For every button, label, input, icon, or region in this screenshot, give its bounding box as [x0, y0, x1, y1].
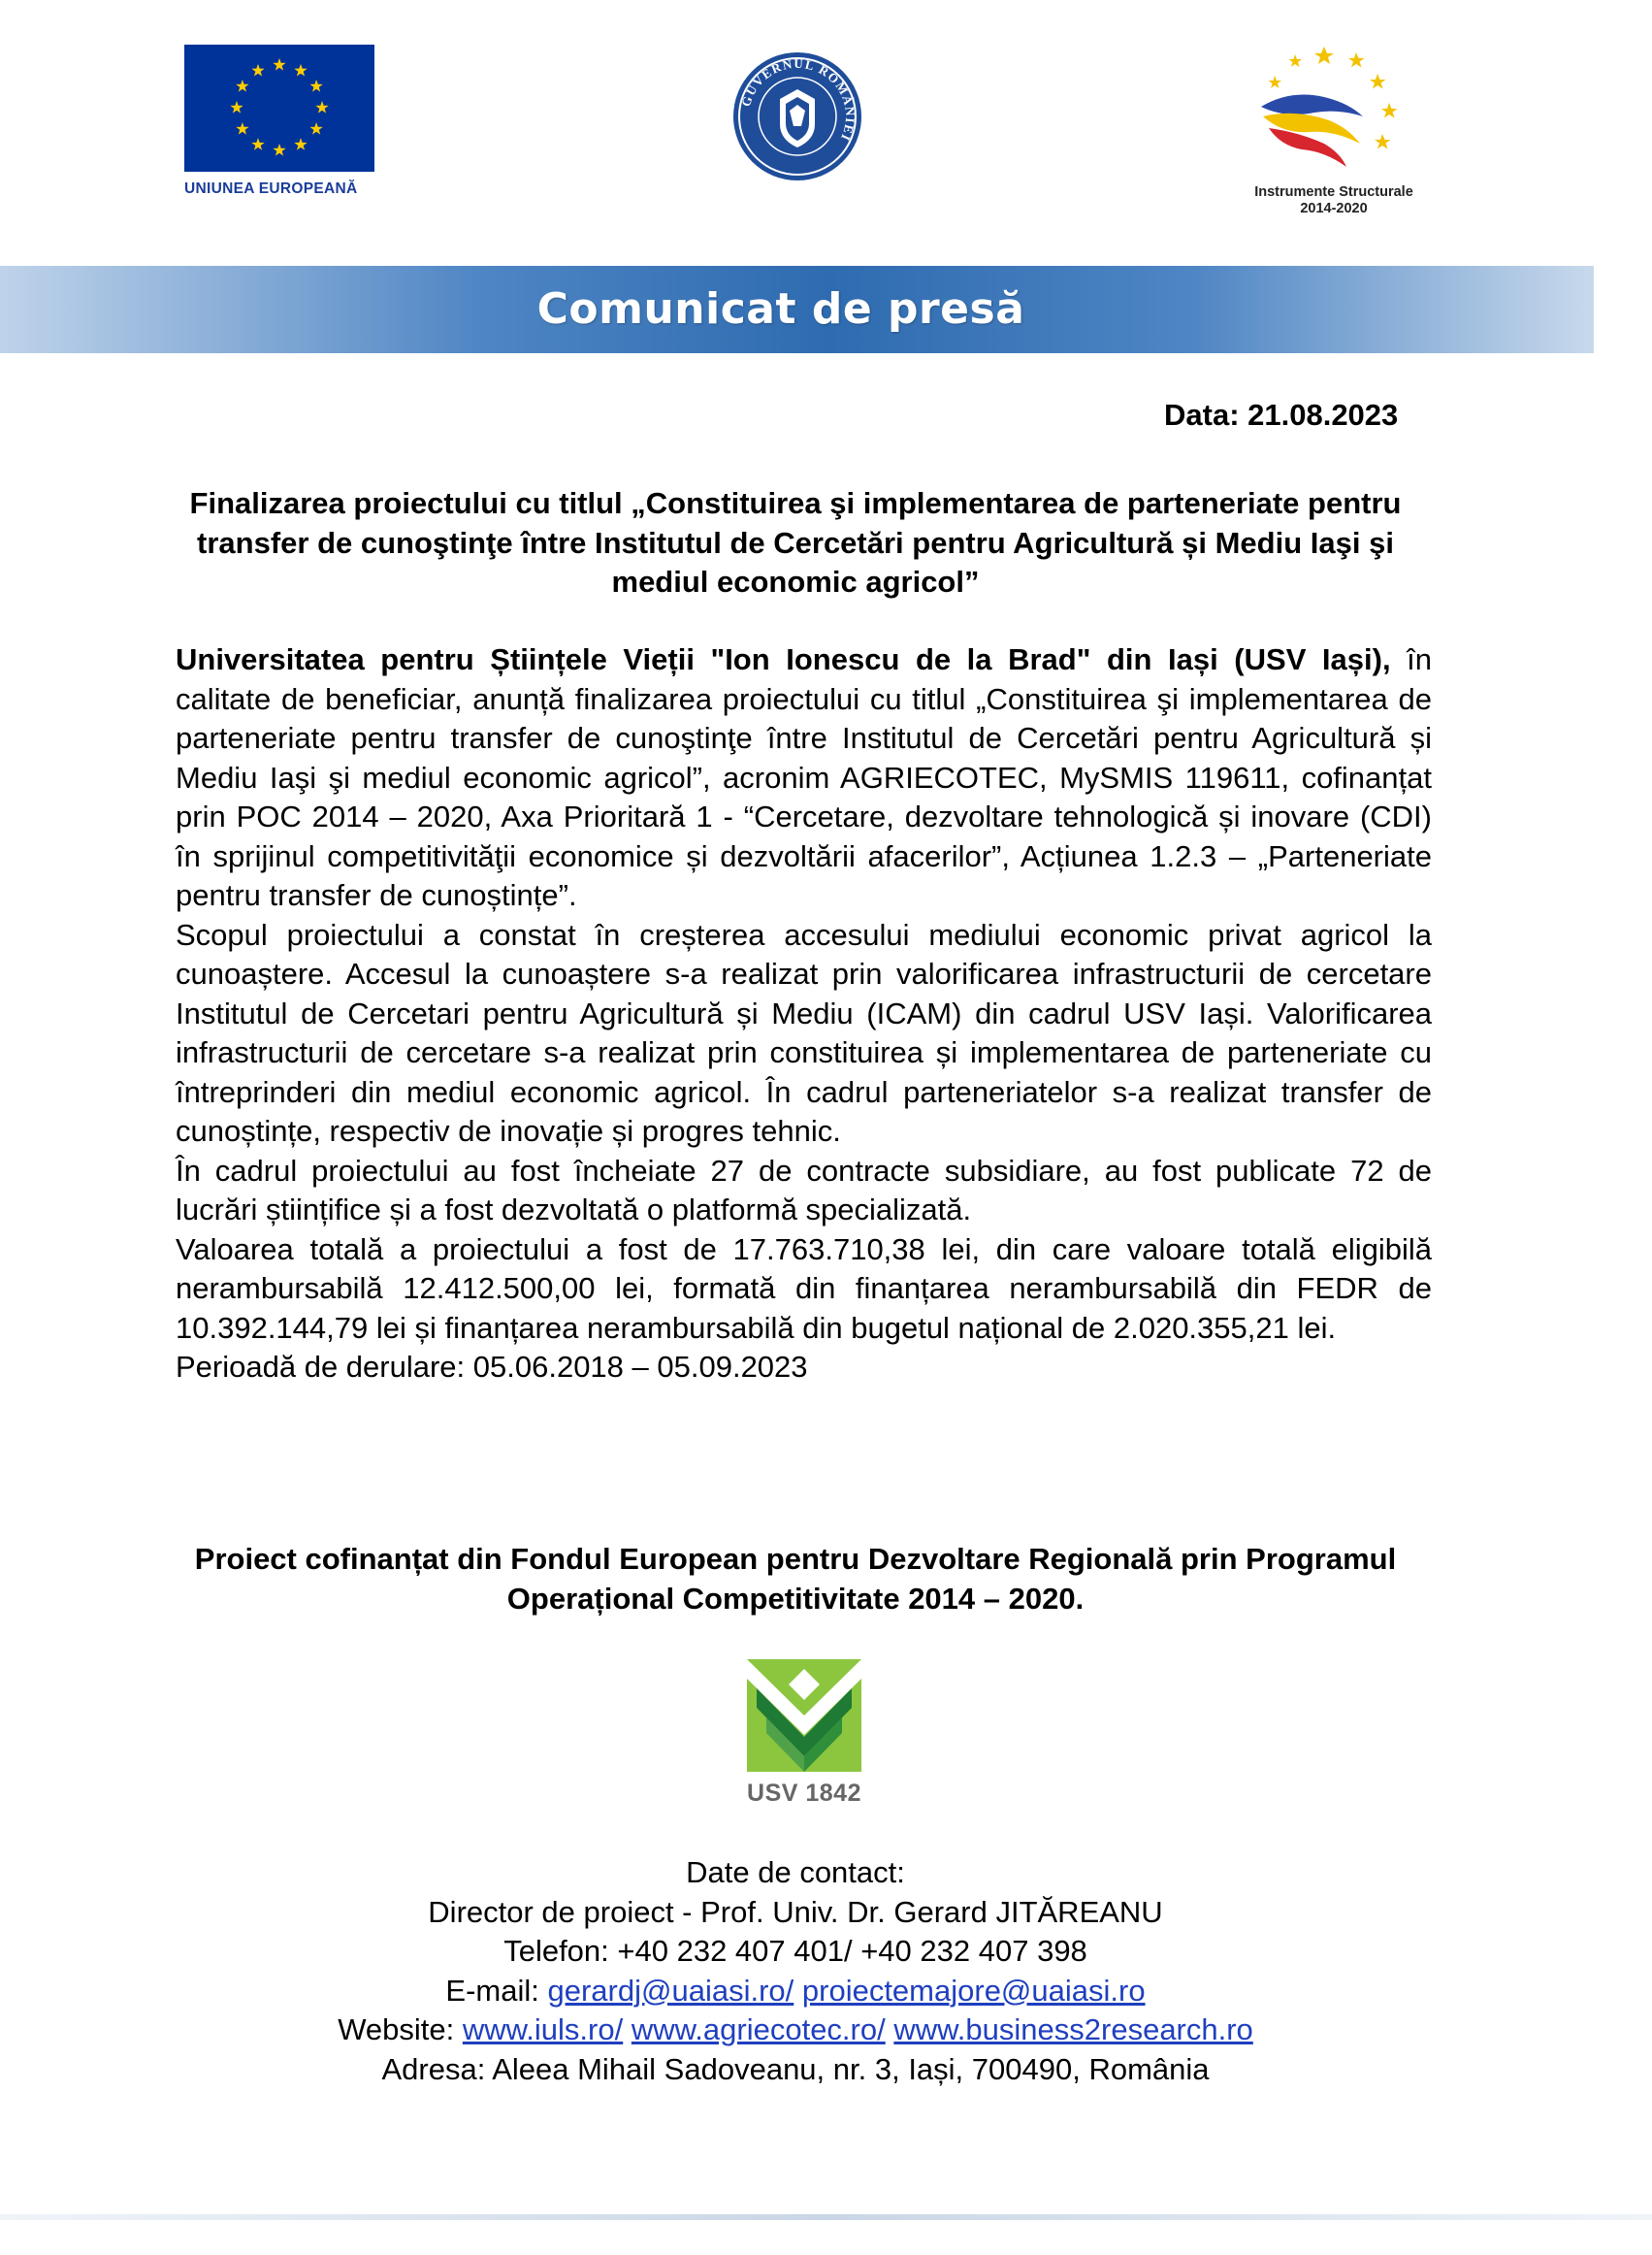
website-link-agriecotec[interactable]: www.agriecotec.ro/ [631, 2012, 886, 2046]
paragraph-beneficiary-text: în calitate de beneficiar, anunță finalizarea proiectului cu titlul „Constituirea şi implementarea de parteneriate pentru transfer de cunoştinţe între Institutul de Cercetări pentru Agricultură și Mediu Iaşi şi mediul economic agricol”, acronim AGRIECOTEC, MySMIS 119611, cofinanțat prin POC 2014 – 2020, Axa Prioritară 1 - “Cercetare, dezvoltare tehnologică și inovare (CDI) în sprijinul competitivităţii economice și dezvoltării afacerilor”, Acțiunea 1.2.3 – „Parteneriate pentru transfer de cunoștințe”. [176, 642, 1433, 912]
eu-star-icon [236, 122, 248, 135]
email-link-proiectemajore[interactable]: proiectemajore@uaiasi.ro [801, 1973, 1146, 2008]
contact-block [146, 1853, 1445, 2089]
eu-star-icon [309, 80, 322, 92]
government-romania-logo [731, 50, 863, 182]
website-link-iuls[interactable]: www.iuls.ro/ [462, 2012, 624, 2046]
eu-star-icon [230, 101, 243, 114]
contact-director: Director de proiect - Prof. Univ. Dr. Gerard JITĂREANU [428, 1894, 1163, 1929]
usv-logo [747, 1659, 861, 1805]
paragraph-beneficiary [176, 640, 1432, 916]
eu-star-icon [315, 101, 328, 114]
paragraph-results: În cadrul proiectului au fost încheiate 27 de contracte subsidiare, au fost publicate 72 de lucrări științifice și a fost dezvoltată o platformă specializată. [176, 1153, 1432, 1226]
footer-divider [0, 2214, 1652, 2220]
is-caption [1232, 184, 1436, 217]
email-link-gerardj[interactable]: gerardj@uaiasi.ro/ [547, 1973, 794, 2008]
contact-phone: Telefon: +40 232 407 401/ +40 232 407 398 [503, 1934, 1087, 1968]
contact-website-row [146, 2010, 1445, 2050]
is-caption-years: 2014-2020 [1300, 201, 1368, 216]
website-label: Website: [338, 2012, 463, 2046]
eu-star-icon [273, 58, 285, 71]
paragraph-period: Perioadă de derulare: 05.06.2018 – 05.09.2023 [176, 1350, 808, 1384]
eu-star-icon [309, 122, 322, 135]
usv-caption: USV 1842 [747, 1780, 861, 1807]
beneficiary-name: Universitatea pentru Științele Vieții "Ion Ionescu de la Brad" din Iași (USV Iași), [176, 642, 1391, 676]
email-label: E-mail: [445, 1973, 548, 2008]
contact-heading: Date de contact: [686, 1855, 905, 1889]
eu-logo [184, 45, 378, 198]
eu-flag-icon [184, 45, 374, 172]
paragraph-value: Valoarea totală a proiectului a fost de 17.763.710,38 lei, din care valoare totală eligibilă nerambursabilă 12.412.500,00 lei, formată din finanțarea nerambursabilă din FEDR de 10.392.144,79 lei și finanțarea nerambursabilă din bugetul național de 2.020.355,21 lei. [176, 1231, 1432, 1345]
paragraph-scope: Scopul proiectului a constat în creșterea accesului mediului economic privat agricol la cunoaștere. Accesul la cunoaștere s-a realizat prin valorificarea infrastructurii de cercetare Institutul de Cercetari pentru Agricultură și Mediu (ICAM) din cadrul USV Iași. Valorificarea infrastructurii de cercetare s-a realizat prin constituirea și implementarea de parteneriate cu întreprinderi din mediul economic agricol. În cadrul parteneriatelor s-a realizat transfer de cunoștințe, respectiv de inovație și progres tehnic. [176, 917, 1432, 1148]
usv-emblem-icon [747, 1659, 861, 1772]
contact-address: Adresa: Aleea Mihail Sadoveanu, nr. 3, Iași, 700490, România [381, 2051, 1210, 2086]
eu-star-icon [236, 80, 248, 92]
document-title: Finalizarea proiectului cu titlul „Constituirea şi implementarea de parteneriate pentru transfer de cunoştinţe între Institutul de Cercetări pentru Agricultură și Mediu Iaşi şi mediul economic agricol” [189, 486, 1402, 599]
contact-email-row [146, 1972, 1445, 2011]
eu-star-icon [273, 144, 285, 156]
release-date: Data: 21.08.2023 [1164, 398, 1399, 432]
eu-caption: UNIUNEA EUROPEANĂ [184, 180, 358, 197]
press-release-banner [0, 266, 1594, 353]
website-link-business2research[interactable]: www.business2research.ro [893, 2012, 1253, 2046]
instrumente-structurale-logo [1232, 39, 1436, 233]
eu-star-icon [294, 138, 307, 150]
eu-star-icon [294, 64, 307, 77]
is-caption-title: Instrumente Structurale [1254, 184, 1413, 200]
gov-ring-text: GUVERNUL ROMÂNIEI [738, 55, 858, 145]
eu-star-icon [251, 138, 264, 150]
funding-statement: Proiect cofinanțat din Fondul European pentru Dezvoltare Regională prin Programul Operațional Competitivitate 2014 – 2020. [194, 1542, 1397, 1616]
banner-title: Comunicat de presă [536, 284, 1025, 334]
body-text [176, 640, 1432, 1388]
eu-star-icon [251, 64, 264, 77]
